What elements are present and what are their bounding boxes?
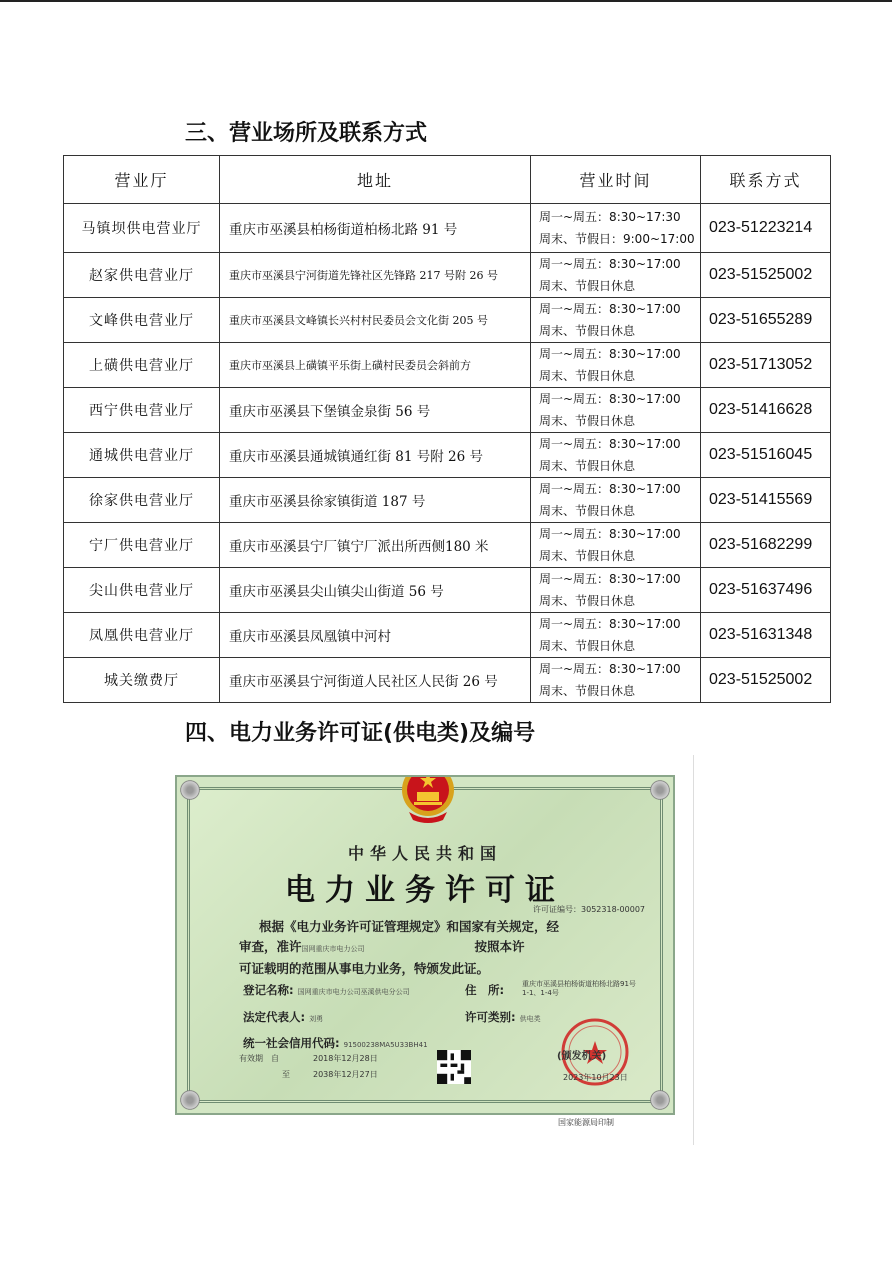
table-row [64, 613, 831, 658]
weekend-hours: 周末、节假日休息 [539, 639, 636, 653]
table-row [64, 253, 831, 298]
table-row [64, 343, 831, 388]
business-hours [531, 478, 701, 523]
hall-name: 通城供电营业厅 [64, 433, 220, 478]
table-header-row [64, 156, 831, 204]
hall-address: 重庆市巫溪县通城镇通红街 81 号附 26 号 [220, 433, 531, 478]
hall-address: 重庆市巫溪县宁河街道人民社区人民街 26 号 [220, 658, 531, 703]
business-hours [531, 298, 701, 343]
rep-row [243, 1009, 323, 1025]
contact-phone: 023-51415569 [701, 478, 831, 523]
reg-name-value: 国网重庆市电力公司巫溪供电分公司 [297, 988, 410, 996]
table-row [64, 388, 831, 433]
business-hours [531, 568, 701, 613]
power-license-certificate [175, 775, 675, 1115]
business-hours [531, 658, 701, 703]
weekday-hours: 周一~周五：8:30~17:00 [539, 662, 681, 676]
hall-name: 尖山供电营业厅 [64, 568, 220, 613]
contact-phone: 023-51682299 [701, 523, 831, 568]
hall-address: 重庆市巫溪县文峰镇长兴村村民委员会文化街 205 号 [220, 298, 531, 343]
weekend-hours: 周末、节假日休息 [539, 459, 636, 473]
licensee-name: 国网重庆市电力公司 [301, 945, 365, 953]
business-hours [531, 388, 701, 433]
service-hall-table [63, 155, 831, 703]
contact-phone: 023-51516045 [701, 433, 831, 478]
body-line-3: 可证载明的范围从事电力业务，特颁发此证。 [239, 961, 490, 976]
hall-name: 徐家供电营业厅 [64, 478, 220, 523]
table-row [64, 204, 831, 253]
weekday-hours: 周一~周五：8:30~17:00 [539, 257, 681, 271]
residence-value: 重庆市巫溪县柏杨街道柏杨北路91号1-1、1-4号 [522, 980, 636, 997]
certificate-title: 电力业务许可证 [285, 873, 565, 908]
corner-ornament [649, 1089, 671, 1111]
header-address: 地址 [220, 156, 531, 204]
top-rule [0, 0, 892, 2]
hall-name: 凤凰供电营业厅 [64, 613, 220, 658]
contact-phone: 023-51416628 [701, 388, 831, 433]
header-hall: 营业厅 [64, 156, 220, 204]
issue-date: 2023年10月23日 [563, 1073, 628, 1082]
hall-address: 重庆市巫溪县凤凰镇中河村 [220, 613, 531, 658]
category-label: 许可类别: [465, 1010, 516, 1024]
business-hours [531, 613, 701, 658]
section-4-heading: 四、电力业务许可证(供电类)及编号 [185, 721, 536, 746]
hall-address: 重庆市巫溪县柏杨街道柏杨北路 91 号 [220, 204, 531, 253]
hall-address: 重庆市巫溪县尖山镇尖山街道 56 号 [220, 568, 531, 613]
weekend-hours: 周末、节假日休息 [539, 594, 636, 608]
hall-name: 上磺供电营业厅 [64, 343, 220, 388]
weekday-hours: 周一~周五：8:30~17:00 [539, 527, 681, 541]
weekday-hours: 周一~周五：8:30~17:00 [539, 302, 681, 316]
section-3-heading: 三、营业场所及联系方式 [185, 121, 428, 146]
weekend-hours: 周末、节假日休息 [539, 369, 636, 383]
hall-name: 文峰供电营业厅 [64, 298, 220, 343]
contact-phone: 023-51223214 [701, 204, 831, 253]
hall-address: 重庆市巫溪县下堡镇金泉街 56 号 [220, 388, 531, 433]
reg-name-row [243, 982, 410, 998]
category-row [465, 1009, 541, 1025]
hall-name: 赵家供电营业厅 [64, 253, 220, 298]
national-emblem-icon [399, 775, 457, 824]
hall-name: 宁厂供电营业厅 [64, 523, 220, 568]
weekend-hours: 周末、节假日休息 [539, 684, 636, 698]
body-line-2b: 按照本许 [474, 939, 525, 954]
printer-note: 国家能源局印制 [558, 1118, 614, 1127]
business-hours [531, 433, 701, 478]
body-line-2 [239, 937, 619, 959]
hall-name: 城关缴费厅 [64, 658, 220, 703]
weekend-hours: 周末、节假日休息 [539, 504, 636, 518]
hall-address: 重庆市巫溪县宁河街道先锋社区先锋路 217 号附 26 号 [220, 253, 531, 298]
certificate-country: 中华人民共和国 [347, 844, 502, 863]
weekend-hours: 周末、节假日休息 [539, 549, 636, 563]
table-row [64, 568, 831, 613]
body-line-1: 根据《电力业务许可证管理规定》和国家有关规定，经 [259, 919, 560, 934]
credit-code-value: 91500238MA5U33BH41 [343, 1041, 428, 1049]
business-hours [531, 523, 701, 568]
table-row [64, 523, 831, 568]
hall-address: 重庆市巫溪县徐家镇街道 187 号 [220, 478, 531, 523]
rep-value: 刘勇 [309, 1015, 324, 1023]
weekend-hours: 周末、节假日休息 [539, 279, 636, 293]
body-line-2a: 审查，准许 [239, 939, 302, 954]
contact-phone: 023-51713052 [701, 343, 831, 388]
hall-name: 马镇坝供电营业厅 [64, 204, 220, 253]
weekday-hours: 周一~周五：8:30~17:00 [539, 617, 681, 631]
table-row [64, 433, 831, 478]
contact-phone: 023-51637496 [701, 568, 831, 613]
hall-name: 西宁供电营业厅 [64, 388, 220, 433]
credit-code-label: 统一社会信用代码: [243, 1036, 340, 1050]
table-row [64, 658, 831, 703]
contact-phone: 023-51525002 [701, 253, 831, 298]
contact-phone: 023-51525002 [701, 658, 831, 703]
table-row [64, 478, 831, 523]
valid-from: 2018年12月28日 [313, 1054, 378, 1063]
contact-phone: 023-51631348 [701, 613, 831, 658]
rep-label: 法定代表人: [243, 1010, 306, 1024]
weekday-hours: 周一~周五：8:30~17:00 [539, 437, 681, 451]
valid-label: 有效期 自 [239, 1054, 279, 1063]
weekday-hours: 周一~周五：8:30~17:00 [539, 482, 681, 496]
residence-row [465, 982, 504, 998]
weekday-hours: 周一~周五：8:30~17:00 [539, 572, 681, 586]
header-contact: 联系方式 [701, 156, 831, 204]
weekday-hours: 周一~周五：8:30~17:00 [539, 347, 681, 361]
header-hours: 营业时间 [531, 156, 701, 204]
business-hours [531, 204, 701, 253]
business-hours [531, 343, 701, 388]
reg-name-label: 登记名称: [243, 983, 294, 997]
weekday-hours: 周一~周五：8:30~17:30 [539, 210, 681, 224]
weekday-hours: 周一~周五：8:30~17:00 [539, 392, 681, 406]
scan-edge [693, 755, 694, 1145]
corner-ornament [179, 779, 201, 801]
valid-to-label: 至 [282, 1070, 290, 1079]
certificate-body [239, 917, 619, 979]
weekend-hours: 周末、节假日休息 [539, 324, 636, 338]
issuer-label: (颁发机关) [557, 1051, 607, 1062]
credit-code-row [243, 1035, 428, 1051]
weekend-hours: 周末、节假日：9:00~17:00 [539, 232, 695, 246]
valid-to: 2038年12月27日 [313, 1070, 378, 1079]
category-value: 供电类 [519, 1015, 541, 1023]
weekend-hours: 周末、节假日休息 [539, 414, 636, 428]
residence-label: 住 所: [465, 983, 505, 997]
hall-address: 重庆市巫溪县宁厂镇宁厂派出所西侧180 米 [220, 523, 531, 568]
corner-ornament [179, 1089, 201, 1111]
table-row [64, 298, 831, 343]
license-number: 许可证编号：3052318-00007 [533, 905, 645, 914]
contact-phone: 023-51655289 [701, 298, 831, 343]
hall-address: 重庆市巫溪县上磺镇平乐街上磺村民委员会斜前方 [220, 343, 531, 388]
qr-code-icon [437, 1050, 471, 1084]
corner-ornament [649, 779, 671, 801]
business-hours [531, 253, 701, 298]
